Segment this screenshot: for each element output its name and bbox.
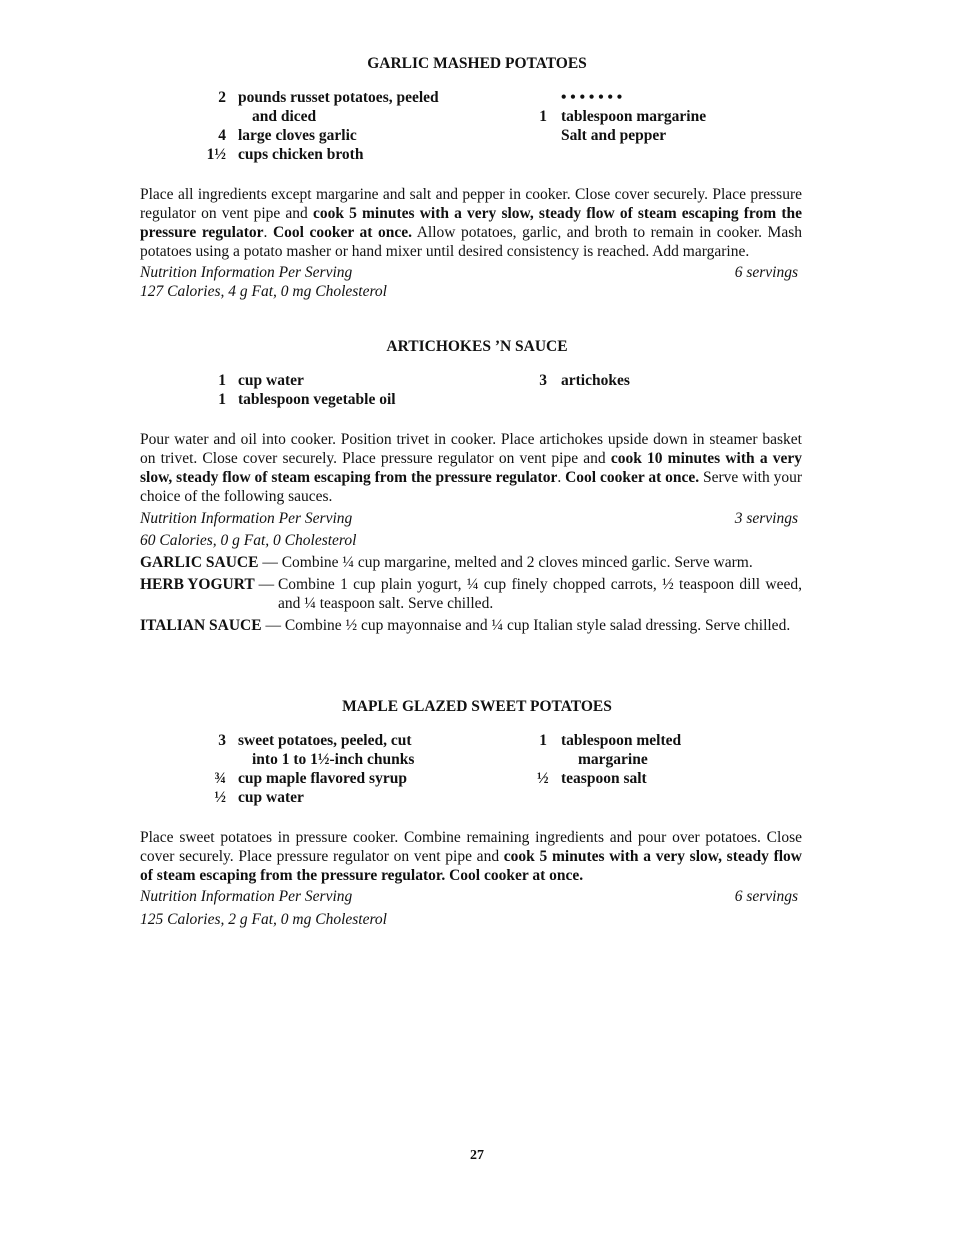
ingredients-right-column bbox=[537, 371, 630, 390]
ingredients-right-column bbox=[537, 731, 681, 788]
ingredient-row bbox=[200, 371, 396, 390]
ingredient-quantity: 1 bbox=[539, 108, 547, 125]
ingredient-row bbox=[200, 750, 414, 769]
ingredient-quantity: 3 bbox=[539, 372, 547, 389]
nutrition-label: Nutrition Information Per Serving bbox=[140, 510, 353, 527]
sauce-text: Combine ½ cup mayonnaise and ¼ cup Italian style salad dressing. Serve chilled. bbox=[284, 617, 791, 634]
sauce-text: Combine ¼ cup margarine, melted and 2 cloves minced garlic. Serve warm. bbox=[281, 554, 753, 571]
ingredient-row bbox=[200, 769, 414, 788]
sauce-name: HERB YOGURT bbox=[140, 576, 255, 593]
nutrition-values: 125 Calories, 2 g Fat, 0 mg Cholesterol bbox=[140, 911, 387, 928]
separator-dots: • • • • • • • bbox=[561, 89, 623, 106]
ingredient-quantity: 4 bbox=[218, 127, 226, 144]
ingredient-row bbox=[200, 88, 439, 107]
ingredient-text: tablespoon vegetable oil bbox=[238, 391, 396, 408]
ingredient-quantity bbox=[537, 88, 547, 107]
ingredients-left-column bbox=[200, 731, 414, 807]
ingredient-separator bbox=[537, 88, 706, 107]
ingredient-quantity: ¾ bbox=[214, 770, 226, 787]
nutrition-values: 60 Calories, 0 g Fat, 0 Cholesterol bbox=[140, 532, 357, 549]
servings: 6 servings bbox=[734, 264, 798, 281]
ingredient-row bbox=[537, 731, 681, 750]
ingredient-row bbox=[537, 750, 681, 769]
nutrition-header bbox=[140, 887, 798, 906]
ingredients-left-column bbox=[200, 371, 396, 409]
nutrition-label: Nutrition Information Per Serving bbox=[140, 888, 353, 905]
sauce-italian bbox=[140, 616, 802, 635]
ingredient-text: artichokes bbox=[561, 372, 630, 389]
ingredient-text: cups chicken broth bbox=[238, 146, 364, 163]
ingredient-row bbox=[537, 371, 630, 390]
recipe-instructions: Place all ingredients except margarine and salt and pepper in cooker. Close cover securely. Place pressure regulator on vent pipe and cook 5 minutes with a very slow, steady flow of steam escaping from the pressure regulator. Cool cooker at once. Allow potatoes, garlic, and broth to remain in cooker. Mash potatoes using a potato masher or hand mixer until desired consistency is reached. Add margarine. bbox=[140, 186, 802, 260]
sauce-dash: — bbox=[254, 576, 278, 593]
sauce-garlic bbox=[140, 553, 802, 572]
ingredient-continuation: margarine bbox=[578, 751, 648, 768]
ingredients-right-column bbox=[537, 88, 706, 145]
recipe-instructions: Place sweet potatoes in pressure cooker. Combine remaining ingredients and pour over potatoes. Close cover securely. Place pressure regulator on vent pipe and cook 5 minutes with a very slow, steady flow of steam escaping from the pressure regulator. Cool cooker at once. bbox=[140, 829, 803, 884]
ingredient-text: teaspoon salt bbox=[561, 770, 647, 787]
nutrition-header bbox=[140, 263, 798, 282]
ingredient-text: pounds russet potatoes, peeled bbox=[238, 89, 439, 106]
ingredient-text: cup water bbox=[238, 372, 304, 389]
sauce-dash: — bbox=[258, 554, 282, 571]
ingredients-left-column bbox=[200, 88, 439, 164]
ingredient-text: tablespoon melted bbox=[561, 732, 682, 749]
ingredient-text: cup water bbox=[238, 789, 304, 806]
ingredient-text: sweet potatoes, peeled, cut bbox=[238, 732, 412, 749]
ingredient-quantity: 1 bbox=[218, 372, 226, 389]
nutrition-header bbox=[140, 509, 798, 528]
ingredient-quantity bbox=[537, 126, 547, 145]
recipe-title: MAPLE GLAZED SWEET POTATOES bbox=[342, 698, 612, 715]
ingredient-row bbox=[200, 731, 414, 750]
ingredient-row bbox=[537, 126, 706, 145]
recipe-instructions: Pour water and oil into cooker. Position trivet in cooker. Place artichokes upside down in steamer basket on trivet. Close cover securely. Place pressure regulator on vent pipe and cook 10 minutes with a very slow, steady flow of steam escaping from the pressure regulator. Cool cooker at once. Serve with your choice of the following sauces. bbox=[140, 431, 803, 505]
ingredient-text: tablespoon margarine bbox=[561, 108, 707, 125]
nutrition-label: Nutrition Information Per Serving bbox=[140, 264, 353, 281]
ingredient-continuation: into 1 to 1½-inch chunks bbox=[252, 751, 415, 768]
ingredient-row bbox=[537, 769, 681, 788]
ingredient-quantity: 1½ bbox=[206, 146, 226, 163]
ingredient-quantity: 3 bbox=[218, 732, 226, 749]
recipe-title: GARLIC MASHED POTATOES bbox=[367, 55, 587, 72]
ingredient-row bbox=[200, 107, 439, 126]
ingredient-quantity: 1 bbox=[539, 732, 547, 749]
ingredient-quantity: 2 bbox=[218, 89, 226, 106]
ingredient-row bbox=[200, 126, 439, 145]
sauce-herb-yogurt bbox=[140, 575, 802, 613]
ingredient-continuation: and diced bbox=[252, 108, 317, 125]
ingredient-text: Salt and pepper bbox=[561, 127, 667, 144]
sauce-dash: — bbox=[261, 617, 285, 634]
sauce-name: ITALIAN SAUCE bbox=[140, 617, 262, 634]
ingredient-text: large cloves garlic bbox=[238, 127, 357, 144]
servings: 6 servings bbox=[734, 888, 798, 905]
ingredient-quantity: ½ bbox=[214, 789, 226, 806]
ingredient-quantity: 1 bbox=[218, 391, 226, 408]
page-number: 27 bbox=[470, 1148, 484, 1163]
sauce-text: Combine 1 cup plain yogurt, ¼ cup finely chopped carrots, ½ teaspoon dill weed, and ¼ teaspoon salt. Serve chilled. bbox=[277, 576, 802, 612]
ingredient-row bbox=[200, 788, 414, 807]
ingredient-row bbox=[200, 390, 396, 409]
recipe-title: ARTICHOKES ’N SAUCE bbox=[386, 338, 568, 355]
ingredient-row bbox=[537, 107, 706, 126]
ingredient-row bbox=[200, 145, 439, 164]
nutrition-values: 127 Calories, 4 g Fat, 0 mg Cholesterol bbox=[140, 283, 387, 300]
sauce-name: GARLIC SAUCE bbox=[140, 554, 259, 571]
ingredient-quantity: ½ bbox=[537, 770, 549, 787]
ingredient-text: cup maple flavored syrup bbox=[238, 770, 407, 787]
servings: 3 servings bbox=[734, 510, 798, 527]
